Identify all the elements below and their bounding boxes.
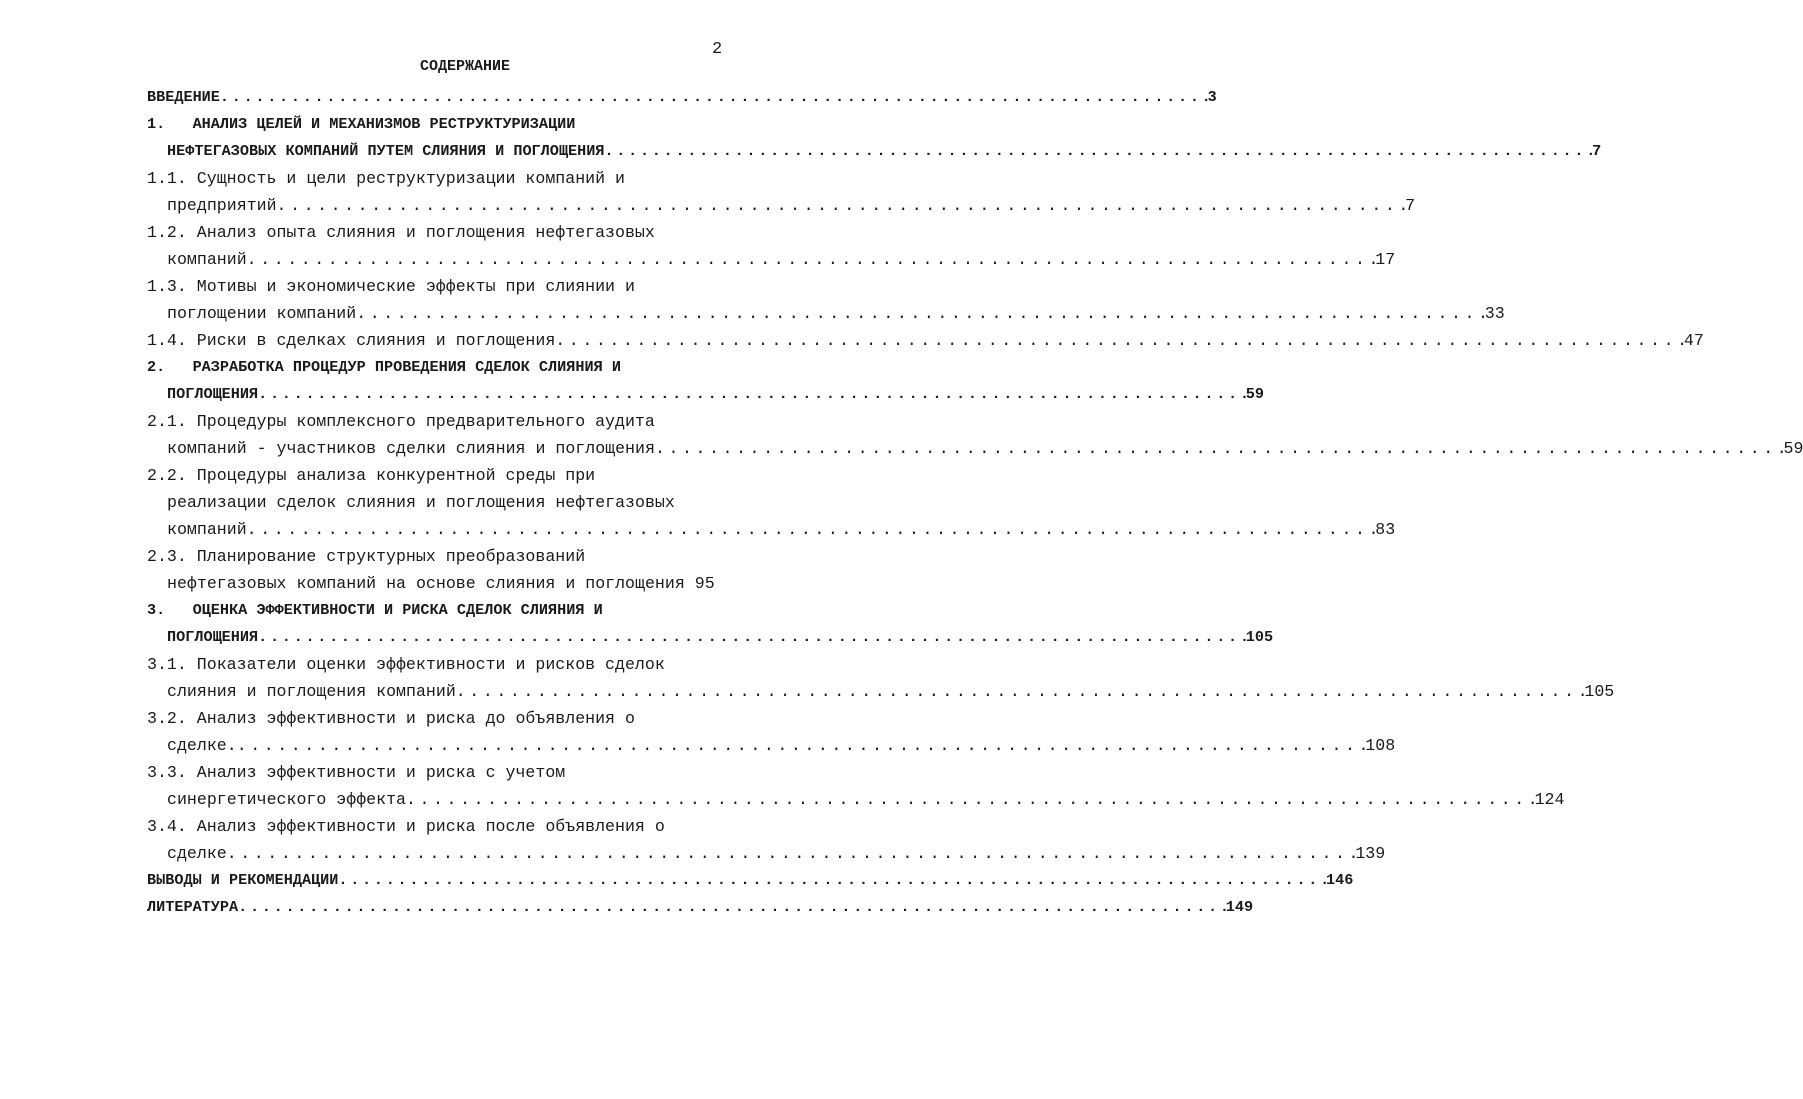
toc-section-1-1-line-2: предприятий . . . 7 bbox=[147, 192, 747, 219]
toc-chapter-2-line-1: 2. РАЗРАБОТКА ПРОЦЕДУР ПРОВЕДЕНИЯ СДЕЛОК СЛИЯНИЯ И bbox=[147, 358, 621, 376]
toc-section-1-4: 1.4. Риски в сделках слияния и поглощения . . . 47 bbox=[147, 327, 747, 354]
toc-chapter-3-line-1: 3. ОЦЕНКА ЭФФЕКТИВНОСТИ И РИСКА СДЕЛОК СЛИЯНИЯ И bbox=[147, 601, 603, 619]
toc-section-2-1-line-2: компаний - участников сделки слияния и поглощения . . . 59 bbox=[147, 435, 747, 462]
toc-section-1-3-line-1: 1.3. Мотивы и экономические эффекты при слиянии и bbox=[147, 277, 635, 296]
toc-chapter-1-line-1: 1. АНАЛИЗ ЦЕЛЕЙ И МЕХАНИЗМОВ РЕСТРУКТУРИЗАЦИИ bbox=[147, 115, 576, 133]
toc-section-3-2-line-1: 3.2. Анализ эффективности и риска до объявления о bbox=[147, 709, 635, 728]
toc-section-2-2-line-2: реализации сделок слияния и поглощения нефтегазовых bbox=[167, 493, 675, 512]
toc-section-2-2-line-1: 2.2. Процедуры анализа конкурентной среды при bbox=[147, 466, 596, 485]
toc-section-1-2-line-1: 1.2. Анализ опыта слияния и поглощения нефтегазовых bbox=[147, 223, 655, 242]
toc-section-1-1-line-1: 1.1. Сущность и цели реструктуризации компаний и bbox=[147, 169, 625, 188]
toc-section-3-4-line-2: сделке . . . 139 bbox=[147, 840, 747, 867]
page-title: СОДЕРЖАНИЕ bbox=[419, 58, 510, 75]
page-number: 2 bbox=[712, 40, 723, 59]
toc-chapter-3-line-2: ПОГЛОЩЕНИЯ . . . 105 bbox=[147, 624, 747, 651]
toc-section-3-3-line-2: синергетического эффекта . . . 124 bbox=[147, 786, 747, 813]
toc-entry-conclusions: ВЫВОДЫ И РЕКОМЕНДАЦИИ . . . 146 bbox=[147, 867, 747, 894]
toc-section-1-3-line-2: поглощении компаний . . . 33 bbox=[147, 300, 747, 327]
toc-section-2-3-line-2: нефтегазовых компаний на основе слияния и поглощения 95 bbox=[167, 574, 715, 593]
toc-section-3-1-line-1: 3.1. Показатели оценки эффективности и рисков сделок bbox=[147, 655, 665, 674]
toc-entry-references: ЛИТЕРАТУРА . . . 149 bbox=[147, 894, 747, 921]
toc-section-2-3-line-1: 2.3. Планирование структурных преобразований bbox=[147, 547, 586, 566]
toc-section-1-2-line-2: компаний . . . 17 bbox=[147, 246, 747, 273]
toc-section-3-1-line-2: слияния и поглощения компаний . . . 105 bbox=[147, 678, 747, 705]
toc-section-3-4-line-1: 3.4. Анализ эффективности и риска после объявления о bbox=[147, 817, 665, 836]
toc-entry-introduction: ВВЕДЕНИЕ . . . 3 bbox=[147, 84, 747, 111]
toc-chapter-1-line-2: НЕФТЕГАЗОВЫХ КОМПАНИЙ ПУТЕМ СЛИЯНИЯ И ПОГЛОЩЕНИЯ . . . 7 bbox=[147, 138, 747, 165]
toc-section-3-3-line-1: 3.3. Анализ эффективности и риска с учетом bbox=[147, 763, 566, 782]
toc-section-2-2-line-3: компаний . . . 83 bbox=[147, 516, 747, 543]
toc-section-2-1-line-1: 2.1. Процедуры комплексного предварительного аудита bbox=[147, 412, 655, 431]
toc-chapter-2-line-2: ПОГЛОЩЕНИЯ . . . 59 bbox=[147, 381, 747, 408]
toc-section-3-2-line-2: сделке. . . . 108 bbox=[147, 732, 747, 759]
